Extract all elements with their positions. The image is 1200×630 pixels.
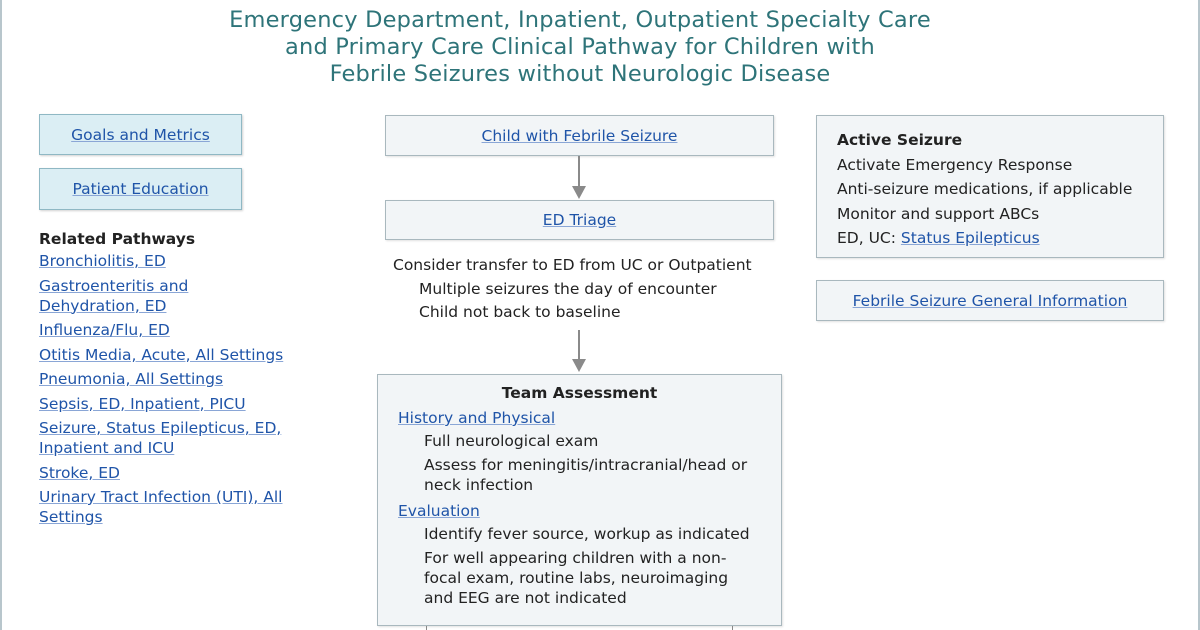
page-left-border: [0, 0, 2, 630]
related-pathway-link[interactable]: Seizure, Status Epilepticus, ED, Inpatient and ICU: [39, 419, 282, 457]
status-epilepticus-link[interactable]: Status Epilepticus: [900, 229, 1040, 247]
patient-education-link[interactable]: Patient Education: [72, 180, 209, 198]
title-line-3: Febrile Seizures without Neurologic Disease: [329, 61, 831, 87]
arrow-down-icon: [569, 330, 589, 374]
related-pathway-link[interactable]: Gastroenteritis and Dehydration, ED: [39, 276, 189, 315]
active-seizure-box: [816, 115, 1164, 258]
title-line-1: Emergency Department, Inpatient, Outpatient Specialty Care: [229, 7, 931, 33]
triage-box[interactable]: [385, 200, 774, 240]
history-physical-link[interactable]: History and Physical: [398, 409, 556, 427]
related-pathway-link[interactable]: Pneumonia, All Settings: [39, 370, 224, 388]
evaluation-item: Identify fever source, workup as indicated: [424, 525, 750, 543]
consider-item: Multiple seizures the day of encounter: [419, 279, 717, 298]
related-pathway-link[interactable]: Bronchiolitis, ED: [39, 252, 166, 270]
related-pathway-link[interactable]: Urinary Tract Infection (UTI), All Settings: [39, 488, 283, 526]
related-pathways-heading: Related Pathways: [39, 230, 196, 248]
history-item: Full neurological exam: [424, 432, 599, 450]
evaluation-item: For well appearing children with a non-focal exam, routine labs, neuroimaging and EEG are not indicated: [424, 549, 729, 607]
consider-item: Child not back to baseline: [419, 303, 621, 321]
related-pathway-link[interactable]: Stroke, ED: [39, 463, 120, 482]
active-seizure-line: [837, 226, 1163, 251]
team-assessment-heading: Team Assessment: [501, 384, 658, 402]
active-seizure-line: Activate Emergency Response: [837, 155, 1073, 174]
goals-metrics-link[interactable]: Goals and Metrics: [71, 125, 210, 144]
child-febrile-seizure-link[interactable]: Child with Febrile Seizure: [481, 126, 678, 145]
history-item: Assess for meningitis/intracranial/head or neck infection: [424, 456, 748, 494]
goals-metrics-box[interactable]: [39, 114, 242, 155]
general-info-link[interactable]: Febrile Seizure General Information: [852, 291, 1128, 310]
general-info-box[interactable]: [816, 280, 1164, 321]
start-box[interactable]: [385, 115, 774, 156]
team-assessment-box: [377, 374, 782, 626]
patient-education-box[interactable]: [39, 168, 242, 210]
arrow-down-icon: [569, 156, 589, 200]
related-pathway-link[interactable]: Sepsis, ED, Inpatient, PICU: [39, 394, 246, 413]
title-line-2: and Primary Care Clinical Pathway for Children with: [285, 34, 875, 60]
related-pathway-link[interactable]: Influenza/Flu, ED: [39, 321, 170, 339]
active-seizure-line: Anti-seizure medications, if applicable: [837, 180, 1133, 198]
related-pathways: [39, 229, 329, 532]
page-title: [0, 7, 1160, 88]
active-seizure-line: Monitor and support ABCs: [837, 204, 1040, 223]
ed-triage-link[interactable]: ED Triage: [542, 211, 617, 229]
consider-lead: Consider transfer to ED from UC or Outpatient: [393, 256, 752, 274]
active-seizure-prefix: ED, UC:: [837, 229, 901, 247]
consider-transfer-text: [393, 254, 783, 325]
active-seizure-heading: Active Seizure: [837, 131, 963, 149]
continuation-connector: [426, 626, 733, 630]
related-pathway-link[interactable]: Otitis Media, Acute, All Settings: [39, 345, 284, 364]
evaluation-link[interactable]: Evaluation: [398, 502, 480, 520]
